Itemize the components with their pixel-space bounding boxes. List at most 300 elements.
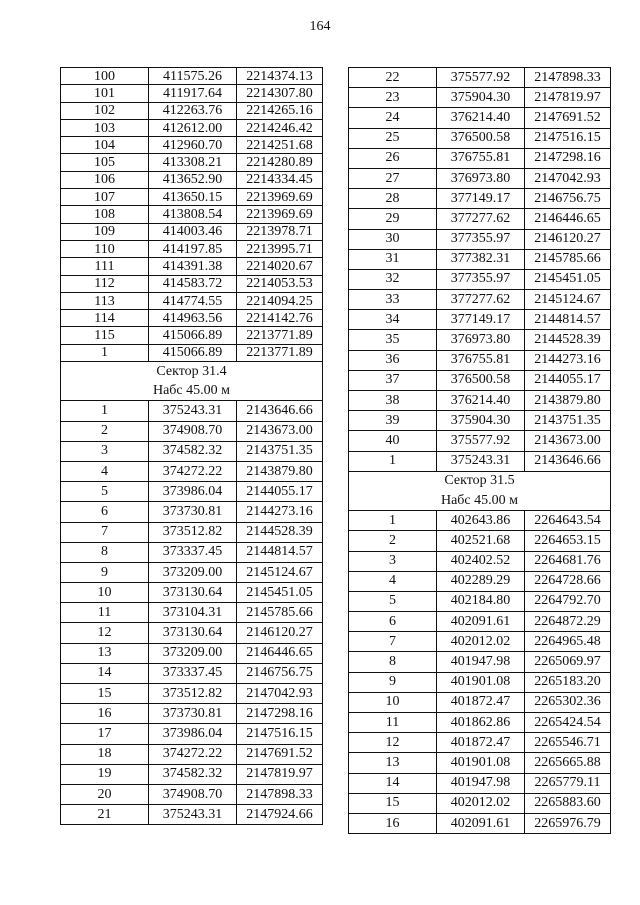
x-coordinate: 412263.76 xyxy=(149,102,237,119)
table-row xyxy=(61,102,323,119)
table-row xyxy=(349,88,611,108)
point-number: 2 xyxy=(61,421,149,441)
x-coordinate: 401872.47 xyxy=(437,733,525,753)
point-number: 9 xyxy=(349,672,437,692)
table-row xyxy=(61,784,323,804)
y-coordinate: 2213995.71 xyxy=(237,240,323,257)
table-row xyxy=(349,148,611,168)
y-coordinate: 2264792.70 xyxy=(525,591,611,611)
point-number: 17 xyxy=(61,724,149,744)
table-row xyxy=(61,805,323,825)
x-coordinate: 402091.61 xyxy=(437,612,525,632)
x-coordinate: 401901.08 xyxy=(437,672,525,692)
x-coordinate: 376755.81 xyxy=(437,148,525,168)
point-number: 19 xyxy=(61,764,149,784)
table-row xyxy=(61,583,323,603)
y-coordinate: 2265883.60 xyxy=(525,793,611,813)
point-number: 104 xyxy=(61,137,149,154)
table-row xyxy=(349,350,611,370)
y-coordinate: 2143751.35 xyxy=(525,411,611,431)
coordinates-table-left xyxy=(60,67,323,825)
table-row xyxy=(349,391,611,411)
y-coordinate: 2214094.25 xyxy=(237,292,323,309)
point-number: 28 xyxy=(349,189,437,209)
point-number: 15 xyxy=(349,793,437,813)
x-coordinate: 375243.31 xyxy=(149,805,237,825)
y-coordinate: 2214280.89 xyxy=(237,154,323,171)
x-coordinate: 373130.64 xyxy=(149,623,237,643)
point-number: 32 xyxy=(349,269,437,289)
table-row xyxy=(61,275,323,292)
sector-elevation-row xyxy=(349,491,611,511)
x-coordinate: 377149.17 xyxy=(437,189,525,209)
point-number: 7 xyxy=(61,522,149,542)
y-coordinate: 2147691.52 xyxy=(525,108,611,128)
x-coordinate: 376755.81 xyxy=(437,350,525,370)
x-coordinate: 373986.04 xyxy=(149,482,237,502)
y-coordinate: 2264653.15 xyxy=(525,531,611,551)
y-coordinate: 2147898.33 xyxy=(237,784,323,804)
point-number: 26 xyxy=(349,148,437,168)
table-row xyxy=(349,692,611,712)
point-number: 11 xyxy=(61,603,149,623)
point-number: 31 xyxy=(349,249,437,269)
y-coordinate: 2145124.67 xyxy=(525,290,611,310)
x-coordinate: 377355.97 xyxy=(437,229,525,249)
table-row xyxy=(349,249,611,269)
y-coordinate: 2144273.16 xyxy=(525,350,611,370)
y-coordinate: 2147898.33 xyxy=(525,68,611,88)
y-coordinate: 2143673.00 xyxy=(237,421,323,441)
table-row xyxy=(61,327,323,344)
point-number: 105 xyxy=(61,154,149,171)
point-number: 29 xyxy=(349,209,437,229)
x-coordinate: 402012.02 xyxy=(437,793,525,813)
table-row xyxy=(349,451,611,471)
point-number: 16 xyxy=(349,813,437,833)
point-number: 36 xyxy=(349,350,437,370)
x-coordinate: 375243.31 xyxy=(149,401,237,421)
point-number: 103 xyxy=(61,119,149,136)
table-row xyxy=(349,591,611,611)
y-coordinate: 2147819.97 xyxy=(237,764,323,784)
table-row xyxy=(61,292,323,309)
x-coordinate: 402184.80 xyxy=(437,591,525,611)
table-row xyxy=(61,704,323,724)
x-coordinate: 401947.98 xyxy=(437,773,525,793)
y-coordinate: 2147298.16 xyxy=(237,704,323,724)
point-number: 108 xyxy=(61,206,149,223)
sector-elevation: Набс 45.00 м xyxy=(61,381,323,401)
x-coordinate: 402012.02 xyxy=(437,632,525,652)
x-coordinate: 413652.90 xyxy=(149,171,237,188)
table-row xyxy=(349,370,611,390)
x-coordinate: 402289.29 xyxy=(437,571,525,591)
table-row xyxy=(61,421,323,441)
table-row xyxy=(61,258,323,275)
y-coordinate: 2265779.11 xyxy=(525,773,611,793)
x-coordinate: 414583.72 xyxy=(149,275,237,292)
y-coordinate: 2265546.71 xyxy=(525,733,611,753)
y-coordinate: 2214142.76 xyxy=(237,310,323,327)
point-number: 13 xyxy=(349,753,437,773)
point-number: 106 xyxy=(61,171,149,188)
table-row xyxy=(349,793,611,813)
x-coordinate: 401901.08 xyxy=(437,753,525,773)
point-number: 1 xyxy=(349,451,437,471)
y-coordinate: 2144814.57 xyxy=(237,542,323,562)
table-row xyxy=(349,632,611,652)
y-coordinate: 2213771.89 xyxy=(237,344,323,361)
x-coordinate: 374272.22 xyxy=(149,744,237,764)
y-coordinate: 2144814.57 xyxy=(525,310,611,330)
table-row xyxy=(349,571,611,591)
point-number: 23 xyxy=(349,88,437,108)
table-row xyxy=(349,773,611,793)
table-row xyxy=(61,461,323,481)
y-coordinate: 2145451.05 xyxy=(237,583,323,603)
y-coordinate: 2146756.75 xyxy=(237,663,323,683)
point-number: 14 xyxy=(61,663,149,683)
table-row xyxy=(61,502,323,522)
x-coordinate: 401862.86 xyxy=(437,713,525,733)
sector-title: Сектор 31.4 xyxy=(61,362,323,382)
table-row xyxy=(349,189,611,209)
point-number: 3 xyxy=(349,551,437,571)
table-row xyxy=(61,401,323,421)
x-coordinate: 373730.81 xyxy=(149,502,237,522)
x-coordinate: 411917.64 xyxy=(149,85,237,102)
table-row xyxy=(61,223,323,240)
y-coordinate: 2214265.16 xyxy=(237,102,323,119)
point-number: 25 xyxy=(349,128,437,148)
x-coordinate: 376500.58 xyxy=(437,128,525,148)
table-row xyxy=(61,562,323,582)
y-coordinate: 2213771.89 xyxy=(237,327,323,344)
x-coordinate: 377277.62 xyxy=(437,290,525,310)
y-coordinate: 2214374.13 xyxy=(237,68,323,85)
point-number: 115 xyxy=(61,327,149,344)
point-number: 9 xyxy=(61,562,149,582)
point-number: 3 xyxy=(61,441,149,461)
point-number: 21 xyxy=(61,805,149,825)
point-number: 22 xyxy=(349,68,437,88)
y-coordinate: 2214251.68 xyxy=(237,137,323,154)
point-number: 6 xyxy=(61,502,149,522)
y-coordinate: 2143646.66 xyxy=(237,401,323,421)
table-row xyxy=(349,411,611,431)
table-row xyxy=(349,531,611,551)
x-coordinate: 374272.22 xyxy=(149,461,237,481)
x-coordinate: 375904.30 xyxy=(437,88,525,108)
table-row xyxy=(349,753,611,773)
y-coordinate: 2146120.27 xyxy=(237,623,323,643)
point-number: 33 xyxy=(349,290,437,310)
table-row xyxy=(349,672,611,692)
y-coordinate: 2147819.97 xyxy=(525,88,611,108)
x-coordinate: 376500.58 xyxy=(437,370,525,390)
point-number: 4 xyxy=(61,461,149,481)
table-row xyxy=(349,108,611,128)
x-coordinate: 375577.92 xyxy=(437,431,525,451)
y-coordinate: 2265183.20 xyxy=(525,672,611,692)
x-coordinate: 401947.98 xyxy=(437,652,525,672)
point-number: 112 xyxy=(61,275,149,292)
y-coordinate: 2145785.66 xyxy=(525,249,611,269)
x-coordinate: 377355.97 xyxy=(437,269,525,289)
x-coordinate: 411575.26 xyxy=(149,68,237,85)
y-coordinate: 2214020.67 xyxy=(237,258,323,275)
point-number: 34 xyxy=(349,310,437,330)
x-coordinate: 377277.62 xyxy=(437,209,525,229)
y-coordinate: 2147516.15 xyxy=(237,724,323,744)
y-coordinate: 2214053.53 xyxy=(237,275,323,292)
coordinates-table-right xyxy=(348,67,611,834)
x-coordinate: 373209.00 xyxy=(149,562,237,582)
table-row xyxy=(349,168,611,188)
x-coordinate: 374582.32 xyxy=(149,441,237,461)
table-row xyxy=(61,623,323,643)
point-number: 11 xyxy=(349,713,437,733)
x-coordinate: 373209.00 xyxy=(149,643,237,663)
y-coordinate: 2265976.79 xyxy=(525,813,611,833)
x-coordinate: 373512.82 xyxy=(149,684,237,704)
table-row xyxy=(349,713,611,733)
point-number: 1 xyxy=(61,344,149,361)
x-coordinate: 414003.46 xyxy=(149,223,237,240)
y-coordinate: 2144528.39 xyxy=(525,330,611,350)
table-row xyxy=(61,522,323,542)
y-coordinate: 2214246.42 xyxy=(237,119,323,136)
x-coordinate: 376973.80 xyxy=(437,168,525,188)
y-coordinate: 2214334.45 xyxy=(237,171,323,188)
x-coordinate: 376973.80 xyxy=(437,330,525,350)
point-number: 6 xyxy=(349,612,437,632)
point-number: 100 xyxy=(61,68,149,85)
table-row xyxy=(349,330,611,350)
table-row xyxy=(61,240,323,257)
table-body xyxy=(349,68,611,834)
table-row xyxy=(349,511,611,531)
y-coordinate: 2145785.66 xyxy=(237,603,323,623)
table-row xyxy=(349,310,611,330)
y-coordinate: 2144528.39 xyxy=(237,522,323,542)
table-row xyxy=(61,310,323,327)
point-number: 2 xyxy=(349,531,437,551)
y-coordinate: 2146446.65 xyxy=(525,209,611,229)
x-coordinate: 377149.17 xyxy=(437,310,525,330)
point-number: 39 xyxy=(349,411,437,431)
sector-elevation-row xyxy=(61,381,323,401)
point-number: 24 xyxy=(349,108,437,128)
table-row xyxy=(61,441,323,461)
x-coordinate: 375577.92 xyxy=(437,68,525,88)
y-coordinate: 2213969.69 xyxy=(237,206,323,223)
y-coordinate: 2214307.80 xyxy=(237,85,323,102)
point-number: 18 xyxy=(61,744,149,764)
table-row xyxy=(61,154,323,171)
x-coordinate: 413808.54 xyxy=(149,206,237,223)
sector-header-row xyxy=(61,362,323,382)
point-number: 13 xyxy=(61,643,149,663)
x-coordinate: 374908.70 xyxy=(149,784,237,804)
point-number: 14 xyxy=(349,773,437,793)
y-coordinate: 2145451.05 xyxy=(525,269,611,289)
table-row xyxy=(349,290,611,310)
table-row xyxy=(349,269,611,289)
y-coordinate: 2145124.67 xyxy=(237,562,323,582)
table-row xyxy=(61,744,323,764)
point-number: 114 xyxy=(61,310,149,327)
x-coordinate: 415066.89 xyxy=(149,327,237,344)
x-coordinate: 376214.40 xyxy=(437,391,525,411)
x-coordinate: 414963.56 xyxy=(149,310,237,327)
sector-title: Сектор 31.5 xyxy=(349,471,611,491)
y-coordinate: 2147516.15 xyxy=(525,128,611,148)
x-coordinate: 374582.32 xyxy=(149,764,237,784)
y-coordinate: 2264872.29 xyxy=(525,612,611,632)
x-coordinate: 401872.47 xyxy=(437,692,525,712)
x-coordinate: 375904.30 xyxy=(437,411,525,431)
point-number: 16 xyxy=(61,704,149,724)
point-number: 12 xyxy=(349,733,437,753)
y-coordinate: 2147042.93 xyxy=(525,168,611,188)
x-coordinate: 377382.31 xyxy=(437,249,525,269)
y-coordinate: 2264681.76 xyxy=(525,551,611,571)
x-coordinate: 402521.68 xyxy=(437,531,525,551)
y-coordinate: 2264643.54 xyxy=(525,511,611,531)
y-coordinate: 2143646.66 xyxy=(525,451,611,471)
x-coordinate: 412960.70 xyxy=(149,137,237,154)
table-row xyxy=(61,764,323,784)
table-row xyxy=(349,209,611,229)
y-coordinate: 2144055.17 xyxy=(525,370,611,390)
point-number: 35 xyxy=(349,330,437,350)
point-number: 7 xyxy=(349,632,437,652)
x-coordinate: 373337.45 xyxy=(149,542,237,562)
point-number: 8 xyxy=(349,652,437,672)
table-row xyxy=(61,663,323,683)
y-coordinate: 2143879.80 xyxy=(237,461,323,481)
point-number: 109 xyxy=(61,223,149,240)
y-coordinate: 2265302.36 xyxy=(525,692,611,712)
table-row xyxy=(61,68,323,85)
x-coordinate: 373337.45 xyxy=(149,663,237,683)
point-number: 1 xyxy=(349,511,437,531)
y-coordinate: 2146446.65 xyxy=(237,643,323,663)
table-row xyxy=(61,684,323,704)
table-row xyxy=(61,344,323,361)
y-coordinate: 2146120.27 xyxy=(525,229,611,249)
y-coordinate: 2264965.48 xyxy=(525,632,611,652)
point-number: 15 xyxy=(61,684,149,704)
point-number: 5 xyxy=(61,482,149,502)
y-coordinate: 2265424.54 xyxy=(525,713,611,733)
point-number: 8 xyxy=(61,542,149,562)
table-row xyxy=(61,119,323,136)
point-number: 1 xyxy=(61,401,149,421)
y-coordinate: 2265069.97 xyxy=(525,652,611,672)
table-row xyxy=(349,431,611,451)
x-coordinate: 374908.70 xyxy=(149,421,237,441)
x-coordinate: 414391.38 xyxy=(149,258,237,275)
table-row xyxy=(61,482,323,502)
x-coordinate: 414197.85 xyxy=(149,240,237,257)
table-row xyxy=(61,189,323,206)
x-coordinate: 414774.55 xyxy=(149,292,237,309)
point-number: 27 xyxy=(349,168,437,188)
y-coordinate: 2144055.17 xyxy=(237,482,323,502)
y-coordinate: 2144273.16 xyxy=(237,502,323,522)
y-coordinate: 2146756.75 xyxy=(525,189,611,209)
point-number: 107 xyxy=(61,189,149,206)
point-number: 37 xyxy=(349,370,437,390)
x-coordinate: 373730.81 xyxy=(149,704,237,724)
table-row xyxy=(349,68,611,88)
x-coordinate: 413308.21 xyxy=(149,154,237,171)
point-number: 38 xyxy=(349,391,437,411)
point-number: 10 xyxy=(349,692,437,712)
table-row xyxy=(61,85,323,102)
y-coordinate: 2264728.66 xyxy=(525,571,611,591)
x-coordinate: 415066.89 xyxy=(149,344,237,361)
point-number: 10 xyxy=(61,583,149,603)
table-row xyxy=(349,733,611,753)
table-row xyxy=(349,612,611,632)
point-number: 102 xyxy=(61,102,149,119)
point-number: 113 xyxy=(61,292,149,309)
point-number: 111 xyxy=(61,258,149,275)
x-coordinate: 412612.00 xyxy=(149,119,237,136)
table-body xyxy=(61,68,323,825)
table-row xyxy=(349,813,611,833)
x-coordinate: 373986.04 xyxy=(149,724,237,744)
point-number: 5 xyxy=(349,591,437,611)
table-row xyxy=(61,171,323,188)
x-coordinate: 376214.40 xyxy=(437,108,525,128)
point-number: 101 xyxy=(61,85,149,102)
y-coordinate: 2147298.16 xyxy=(525,148,611,168)
table-row xyxy=(61,542,323,562)
point-number: 40 xyxy=(349,431,437,451)
y-coordinate: 2147924.66 xyxy=(237,805,323,825)
y-coordinate: 2213978.71 xyxy=(237,223,323,240)
table-row xyxy=(349,652,611,672)
table-row xyxy=(61,137,323,154)
y-coordinate: 2143751.35 xyxy=(237,441,323,461)
table-row xyxy=(349,229,611,249)
point-number: 20 xyxy=(61,784,149,804)
x-coordinate: 402643.86 xyxy=(437,511,525,531)
x-coordinate: 402091.61 xyxy=(437,813,525,833)
table-row xyxy=(61,643,323,663)
table-row xyxy=(349,551,611,571)
y-coordinate: 2143673.00 xyxy=(525,431,611,451)
table-row xyxy=(61,206,323,223)
x-coordinate: 402402.52 xyxy=(437,551,525,571)
y-coordinate: 2147042.93 xyxy=(237,684,323,704)
table-row xyxy=(61,603,323,623)
point-number: 30 xyxy=(349,229,437,249)
point-number: 12 xyxy=(61,623,149,643)
x-coordinate: 375243.31 xyxy=(437,451,525,471)
x-coordinate: 373512.82 xyxy=(149,522,237,542)
x-coordinate: 373130.64 xyxy=(149,583,237,603)
page-number: 164 xyxy=(309,19,331,34)
table-row xyxy=(349,128,611,148)
y-coordinate: 2147691.52 xyxy=(237,744,323,764)
sector-elevation: Набс 45.00 м xyxy=(349,491,611,511)
